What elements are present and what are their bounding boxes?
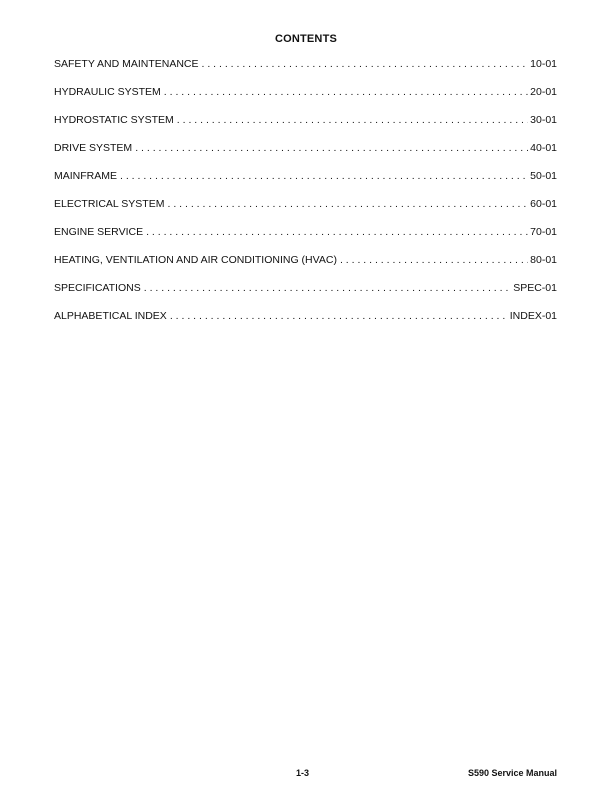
- toc-entry-specifications[interactable]: [54, 282, 557, 310]
- toc-entry-hvac[interactable]: [54, 254, 557, 282]
- toc-entry-alphabetical-index[interactable]: [54, 310, 557, 338]
- toc-entry-hydrostatic-system[interactable]: [54, 114, 557, 142]
- toc-entry-label: HYDRAULIC SYSTEM: [54, 86, 161, 98]
- toc-entry-mainframe[interactable]: [54, 170, 557, 198]
- toc-entry-page: 30-01: [530, 114, 557, 126]
- dot-leader: [164, 86, 528, 98]
- toc-entry-electrical-system[interactable]: [54, 198, 557, 226]
- dot-leader: [340, 254, 528, 266]
- toc-entry-page: 50-01: [530, 170, 557, 182]
- toc-entry-label: HYDROSTATIC SYSTEM: [54, 114, 174, 126]
- toc-entry-page: 70-01: [530, 226, 557, 238]
- toc-entry-safety-and-maintenance[interactable]: [54, 58, 557, 86]
- toc-entry-label: SAFETY AND MAINTENANCE: [54, 58, 199, 70]
- toc-entry-label: SPECIFICATIONS: [54, 282, 141, 294]
- toc-entry-hydraulic-system[interactable]: [54, 86, 557, 114]
- toc-entry-drive-system[interactable]: [54, 142, 557, 170]
- toc-entry-page: 20-01: [530, 86, 557, 98]
- toc-entry-engine-service[interactable]: [54, 226, 557, 254]
- toc-entry-label: MAINFRAME: [54, 170, 117, 182]
- dot-leader: [167, 198, 528, 210]
- toc-entry-label: DRIVE SYSTEM: [54, 142, 133, 154]
- toc-entry-page: 40-01: [530, 142, 557, 154]
- toc-entry-page: 10-01: [530, 58, 557, 70]
- dot-leader: [177, 114, 528, 126]
- dot-leader: [144, 282, 511, 294]
- dot-leader: [120, 170, 528, 182]
- dot-leader: [202, 58, 529, 70]
- footer-manual-title: S590 Service Manual: [467, 768, 557, 778]
- toc-entry-page: 60-01: [530, 198, 557, 210]
- dot-leader: [170, 310, 508, 322]
- toc-entry-page: SPEC-01: [513, 282, 557, 294]
- table-of-contents: [54, 58, 557, 338]
- page-title: CONTENTS: [274, 33, 338, 45]
- toc-entry-label: HEATING, VENTILATION AND AIR CONDITIONING (HVAC): [54, 254, 337, 266]
- toc-entry-label: ALPHABETICAL INDEX: [54, 310, 167, 322]
- toc-entry-page: INDEX-01: [509, 310, 557, 322]
- toc-entry-label: ENGINE SERVICE: [54, 226, 144, 238]
- dot-leader: [146, 226, 528, 238]
- toc-entry-page: 80-01: [530, 254, 557, 266]
- footer-page-number: 1-3: [296, 768, 310, 778]
- toc-entry-label: ELECTRICAL SYSTEM: [54, 198, 165, 210]
- dot-leader: [135, 142, 528, 154]
